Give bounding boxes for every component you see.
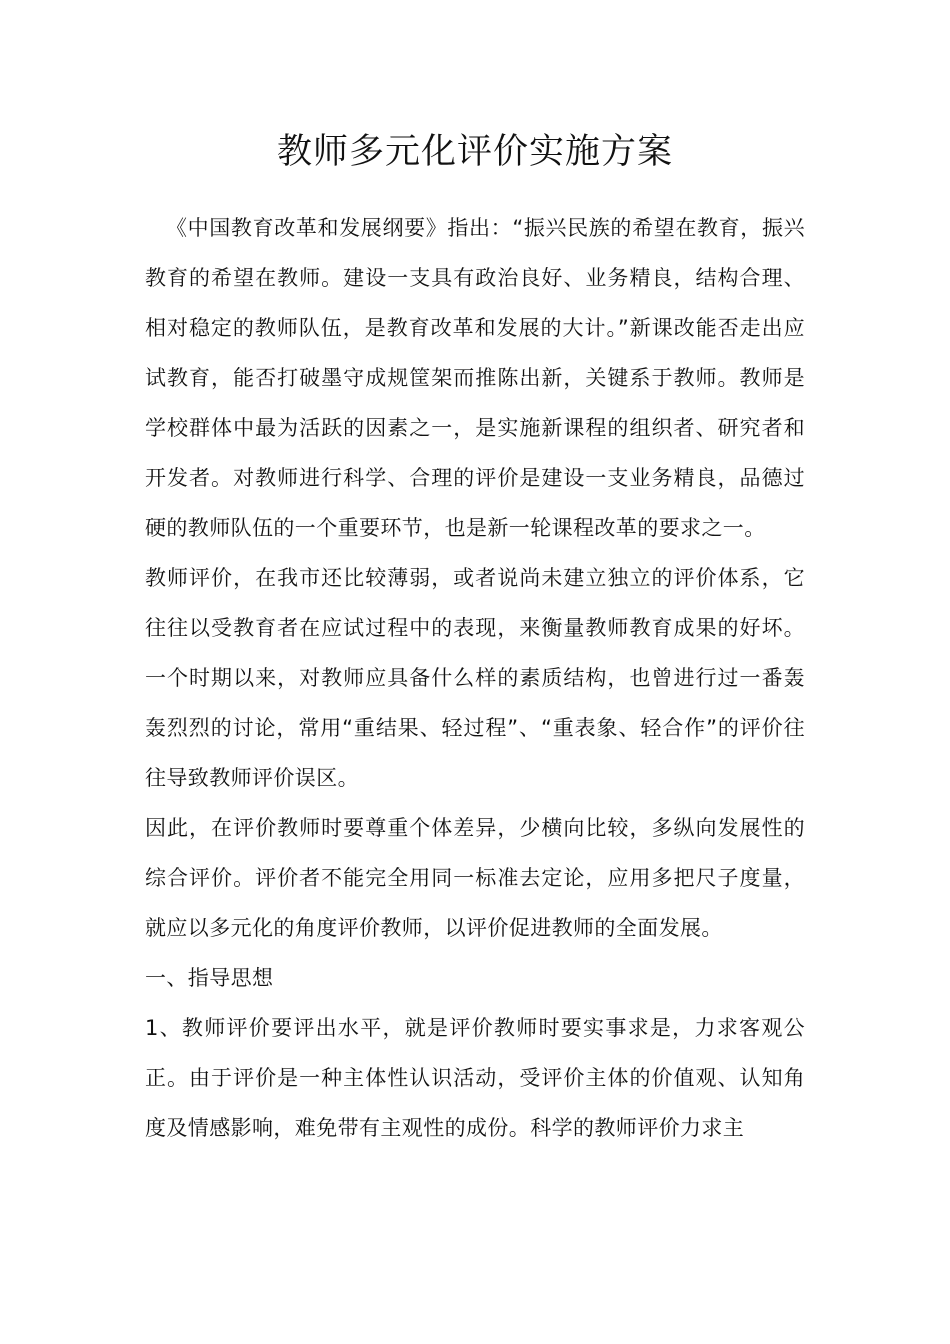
document-body bbox=[145, 203, 805, 1153]
paragraph-item-1: 1、教师评价要评出水平，就是评价教师时要实事求是，力求客观公正。由于评价是一种主体性认识活动，受评价主体的价值观、认知角度及情感影响，难免带有主观性的成份。科学的教师评价力求主 bbox=[145, 1016, 805, 1140]
section-heading-guiding-ideology: 一、指导思想 bbox=[145, 966, 274, 990]
document-title: 教师多元化评价实施方案 bbox=[276, 132, 673, 172]
paragraph-intro: 《中国教育改革和发展纲要》指出：“振兴民族的希望在教育，振兴教育的希望在教师。建设一支具有政治良好、业务精良，结构合理、相对稳定的教师队伍，是教育改革和发展的大计。”新课改能否走出应试教育，能否打破墨守成规筐架而推陈出新，关键系于教师。教师是学校群体中最为活跃的因素之一，是实施新课程的组织者、研究者和开发者。对教师进行科学、合理的评价是建设一支业务精良，品德过硬的教师队伍的一个重要环节，也是新一轮课程改革的要求之一。 bbox=[145, 216, 805, 540]
paragraph-evaluation-status: 教师评价，在我市还比较薄弱，或者说尚未建立独立的评价体系，它往往以受教育者在应试过程中的表现，来衡量教师教育成果的好坏。一个时期以来，对教师应具备什么样的素质结构，也曾进行过一番轰轰烈烈的讨论，常用“重结果、轻过程”、“重表象、轻合作”的评价往往导致教师评价误区。 bbox=[145, 566, 805, 790]
paragraph-therefore: 因此，在评价教师时要尊重个体差异，少横向比较，多纵向发展性的综合评价。评价者不能完全用同一标准去定论，应用多把尺子度量，就应以多元化的角度评价教师，以评价促进教师的全面发展。 bbox=[145, 816, 805, 940]
